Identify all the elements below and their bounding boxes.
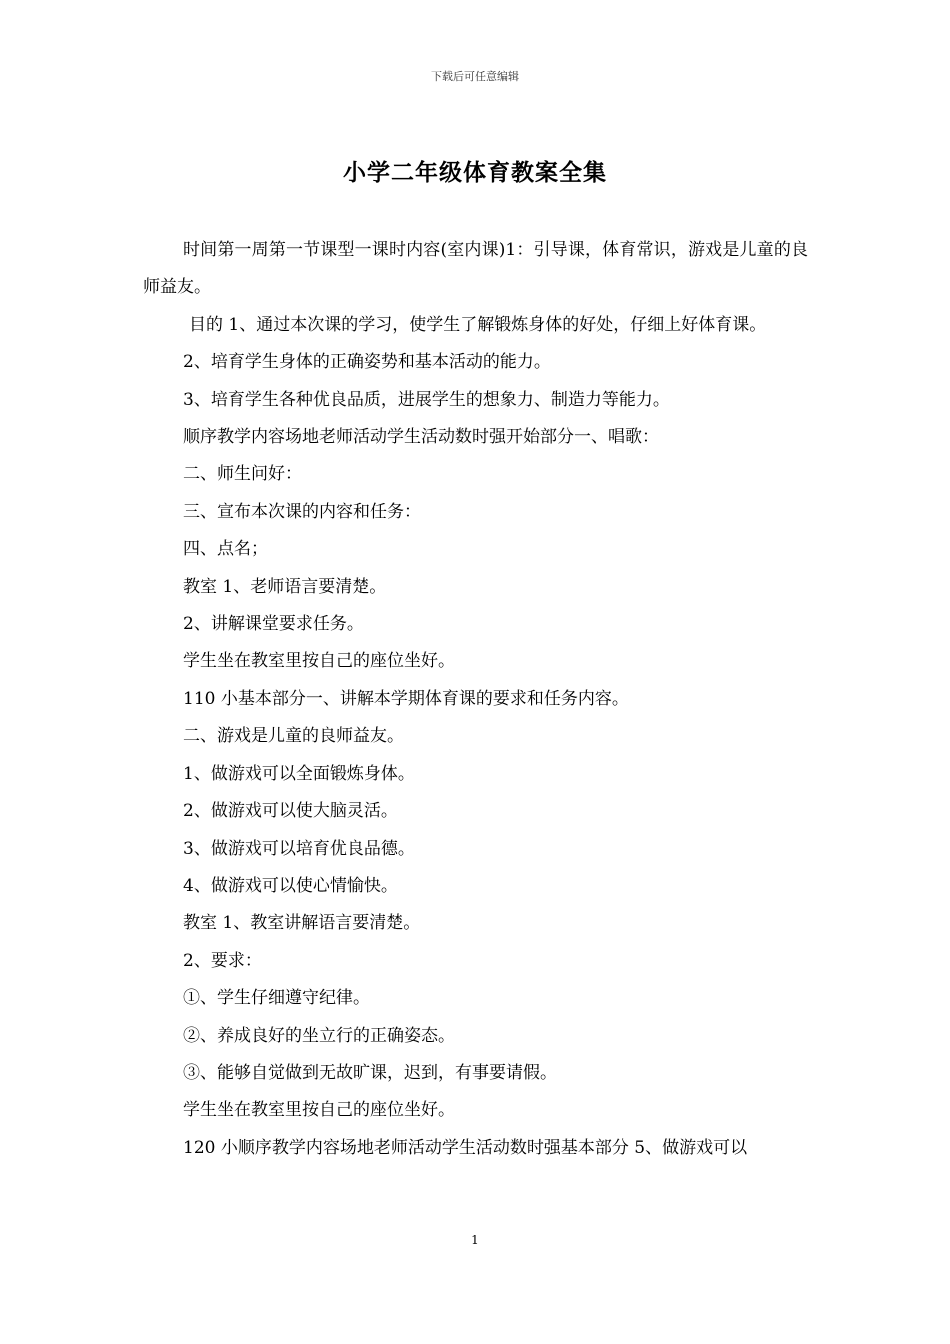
- paragraph-line: 教室 1、老师语言要清楚。: [183, 576, 387, 597]
- header-note: 下载后可任意编辑: [431, 70, 519, 83]
- paragraph-line: 顺序教学内容场地老师活动学生活动数时强开始部分一、唱歌：: [183, 427, 659, 448]
- paragraph-goal: 目的 1、通过本次课的学习，使学生了解锻炼身体的好处，仔细上好体育课。: [189, 314, 767, 335]
- paragraph-line: 3、做游戏可以培育优良品德。: [183, 838, 415, 859]
- paragraph-line: 2、培育学生身体的正确姿势和基本活动的能力。: [183, 352, 551, 373]
- paragraph-line: ③、能够自觉做到无故旷课，迟到，有事要请假。: [183, 1062, 557, 1083]
- paragraph-line: 4、做游戏可以使心情愉快。: [183, 875, 398, 896]
- paragraph-line: 学生坐在教室里按自己的座位坐好。: [183, 651, 455, 672]
- paragraph-line: 120 小顺序教学内容场地老师活动学生活动数时强基本部分 5、做游戏可以: [183, 1137, 748, 1158]
- paragraph-line: 2、要求：: [183, 950, 262, 971]
- paragraph-line: 1、做游戏可以全面锻炼身体。: [183, 763, 415, 784]
- document-title: 小学二年级体育教案全集: [343, 159, 607, 186]
- paragraph-intro: 时间第一周第一节课型一课时内容(室内课)1：引导课，体育常识，游戏是儿童的良师益友。: [143, 240, 808, 298]
- paragraph-line: 二、师生问好：: [183, 464, 302, 485]
- document-body: [143, 232, 808, 1167]
- paragraph-line: 二、游戏是儿童的良师益友。: [183, 726, 404, 747]
- paragraph-line: 3、培育学生各种优良品质，进展学生的想象力、制造力等能力。: [183, 389, 670, 410]
- page-number: 1: [471, 1233, 479, 1247]
- paragraph-line: 2、做游戏可以使大脑灵活。: [183, 801, 398, 822]
- paragraph-line: 三、宣布本次课的内容和任务：: [183, 501, 421, 522]
- paragraph-line: 学生坐在教室里按自己的座位坐好。: [183, 1100, 455, 1121]
- paragraph-line: 2、讲解课堂要求任务。: [183, 614, 364, 635]
- paragraph-line: 四、点名；: [183, 539, 268, 560]
- paragraph-line: ②、养成良好的坐立行的正确姿态。: [183, 1025, 455, 1046]
- paragraph-line: 110 小基本部分一、讲解本学期体育课的要求和任务内容。: [183, 688, 629, 709]
- paragraph-line: 教室 1、教室讲解语言要清楚。: [183, 913, 421, 934]
- paragraph-line: ①、学生仔细遵守纪律。: [183, 988, 370, 1009]
